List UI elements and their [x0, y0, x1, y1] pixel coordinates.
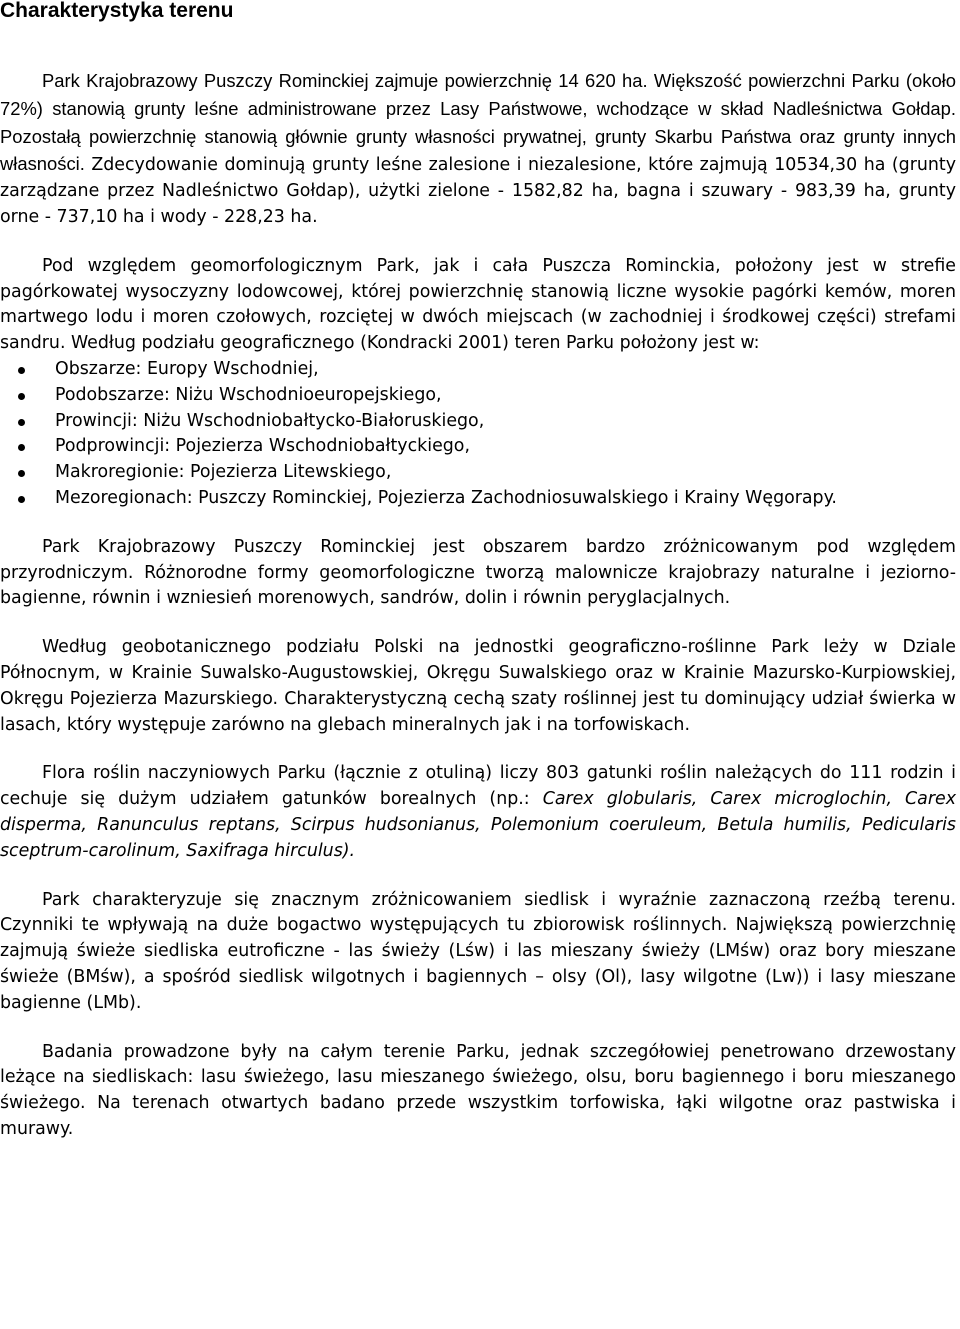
list-item: Makroregionie: Pojezierza Litewskiego,: [0, 460, 956, 486]
list-item: Obszarze: Europy Wschodniej,: [0, 357, 956, 383]
species-list: Carex globularis, Carex microglochin, Carex disperma, Ranunculus reptans, Scirpus hudsonianus, Polemonium coeruleum, Betula humilis, Pedicularis sceptrum-carolinum, Saxifraga hirculus).: [0, 789, 956, 861]
paragraph-land-use-text: Zdecydowanie dominują grunty leśne zalesione i niezalesione, które zajmują 10534,30 ha (grunty zarządzane przez Nadleśnictwo Gołdap), użytki zielone - 1582,82 ha, bagna i szuwary - 983,39 ha, grunty orne - 737,10 ha i wody - 228,23 ha.: [0, 155, 956, 227]
list-item: Podobszarze: Niżu Wschodnioeuropejskiego,: [0, 383, 956, 409]
bullet-icon: [18, 444, 25, 451]
paragraph-area: [0, 68, 956, 231]
list-item: Mezoregionach: Puszczy Rominckiej, Pojezierza Zachodniosuwalskiego i Krainy Węgorapy.: [0, 486, 956, 512]
section-title: Charakterystyka terenu: [0, 0, 234, 22]
bullet-icon: [18, 496, 25, 503]
region-list: [0, 357, 956, 512]
paragraph-geobotany: Według geobotanicznego podziału Polski na jednostki geograficzno-roślinne Park leży w Dziale Północnym, w Krainie Suwalsko-Augustowskiej, Okręgu Suwalskiego oraz w Krainie Mazursko-Kurpiowskiej, Okręgu Pojezierza Mazurskiego. Charakterystyczną cechą szaty roślinnej jest tu dominujący udział świerka w lasach, który występuje zarówno na glebach mineralnych jak i na torfowiskach.: [0, 637, 956, 735]
paragraph-diversity: Park Krajobrazowy Puszczy Rominckiej jest obszarem bardzo zróżnicowanym pod względem przyrodniczym. Różnorodne formy geomorfologiczne tworzą malownicze krajobrazy naturalne i jeziorno-bagienne, równin i wzniesień morenowych, sandrów, dolin i równin peryglacjalnych.: [0, 536, 956, 609]
list-item: Podprowincji: Pojezierza Wschodniobałtyckiego,: [0, 434, 956, 460]
bullet-icon: [18, 419, 25, 426]
bullet-icon: [18, 393, 25, 400]
bullet-icon: [18, 367, 25, 374]
paragraph-geomorphology: Pod względem geomorfologicznym Park, jak i cała Puszcza Rominckia, położony jest w strefie pagórkowatej wysoczyzny lodowcowej, której powierzchnię stanowią liczne wysokie pagórki kemów, moren martwego lodu i moren czołowych, rozciętej w dwóch miejscach (w zachodniej i środkowej części) strefami sandru. Według podziału geograficznego (Kondracki 2001) teren Parku położony jest w:: [0, 255, 956, 354]
paragraph-habitats: Park charakteryzuje się znacznym zróżnicowaniem siedlisk i wyraźnie zaznaczoną rzeźbą terenu. Czynniki te wpływają na duże bogactwo występujących tu zbiorowisk roślinnych. Największą powierzchnię zajmują świeże siedliska eutroficzne - las świeży (Lśw) i las mieszany świeży (LMśw) oraz bory mieszane świeże (BMśw), a spośród siedlisk wilgotnych i bagiennych – olsy (Ol), lasy wilgotne (Lw)) i lasy mieszane bagienne (LMb).: [0, 889, 956, 1013]
list-item: Prowincji: Niżu Wschodniobałtycko-Białoruskiego,: [0, 409, 956, 435]
flora-text: Flora roślin naczyniowych Parku (łącznie z otuliną) liczy 803 gatunki roślin należących do 111 rodzin i cechuje się dużym udziałem gatunków borealnych (np.:: [0, 763, 956, 810]
paragraph-research: Badania prowadzone były na całym terenie Parku, jednak szczegółowiej penetrowano drzewostany leżące na siedliskach: lasu świeżego, lasu mieszanego świeżego, olsu, boru bagiennego i boru mieszanego świeżego. Na terenach otwartych badano przede wszystkim torfowiska, łąki wilgotne oraz pastwiska i murawy.: [0, 1041, 956, 1139]
paragraph-area-text: Park Krajobrazowy Puszczy Rominckiej zajmuje powierzchnię 14 620 ha. Większość powierzchni Parku (około 72%) stanowią grunty leśne administrowane przez Lasy Państwowe, wchodzące w skład Nadleśnictwa Gołdap. Pozostałą powierzchnię stanowią głównie grunty własności prywatnej, grunty Skarbu Państwa oraz grunty innych własności.: [0, 70, 956, 175]
paragraph-flora: [0, 761, 956, 864]
bullet-icon: [18, 470, 25, 477]
